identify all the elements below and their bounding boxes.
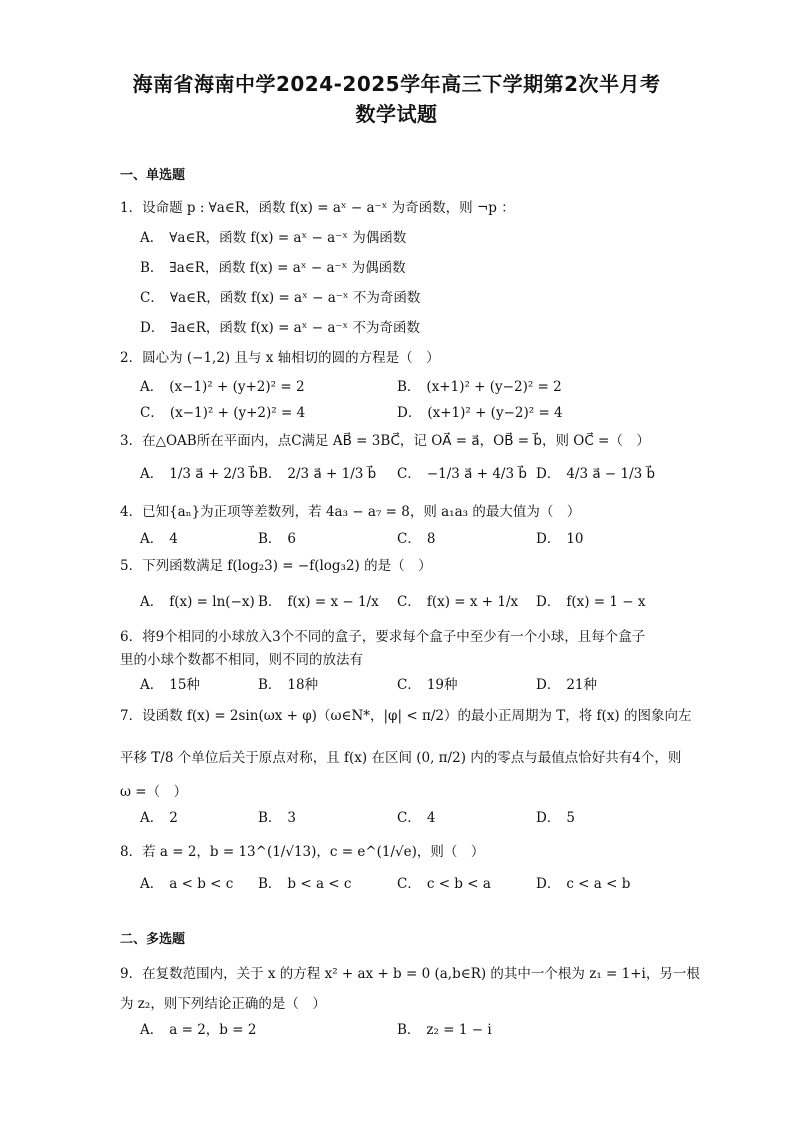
q7-stem-line1: 7．设函数 f(x) = 2sin(ωx + φ)（ω∈N*，|φ| < π/2）的最小正周期为 T，将 f(x) 的图象向左 [120,708,692,724]
q7-stem-line2: 平移 T/8 个单位后关于原点对称，且 f(x) 在区间 (0, π/2) 内的零点与最值点恰好共有4个，则 [120,750,682,766]
q9-stem-line1: 9．在复数范围内，关于 x 的方程 x² + ax + b = 0 (a,b∈R) 的其中一个根为 z₁ = 1+i，另一根 [120,966,700,982]
q1-option-b: B． ∃a∈R，函数 f(x) = aˣ − a⁻ˣ 为偶函数 [140,260,406,276]
q6-option-d: D． 21种 [536,677,598,693]
q6-stem-line2: 里的小球个数都不相同，则不同的放法有 [120,652,363,668]
q5-option-c: C． f(x) = x + 1/x [397,594,519,610]
q7-option-c: C． 4 [397,810,436,826]
q7-stem-line3: ω =（ ） [120,784,188,800]
section-multi-choice: 二、多选题 [120,932,186,947]
q7-option-a: A． 2 [140,810,178,826]
q3-option-d: D． 4/3 a⃗ − 1/3 b⃗ [536,466,656,482]
q2-option-c: C． (x−1)² + (y+2)² = 4 [140,405,306,421]
q1-option-c: C． ∀a∈R，函数 f(x) = aˣ − a⁻ˣ 不为奇函数 [140,290,421,306]
q8-option-a: A． a < b < c [140,876,234,892]
q4-stem: 4．已知{aₙ}为正项等差数列，若 4a₃ − a₇ = 8，则 a₁a₃ 的最大值为（ ） [120,504,581,520]
q5-option-d: D． f(x) = 1 − x [536,594,646,610]
q3-option-b: B． 2/3 a⃗ + 1/3 b⃗ [258,466,377,482]
q6-stem-line1: 6．将9个相同的小球放入3个不同的盒子，要求每个盒子中至少有一个小球，且每个盒子 [120,629,646,645]
q6-option-b: B． 18种 [258,677,319,693]
q9-stem-line2: 为 z₂，则下列结论正确的是（ ） [120,996,326,1012]
q9-option-b: B． z₂ = 1 − i [397,1022,492,1038]
q7-option-b: B． 3 [258,810,297,826]
exam-title-line2: 数学试题 [355,102,438,126]
q9-option-a: A． a = 2，b = 2 [140,1022,257,1038]
q8-option-b: B． b < a < c [258,876,352,892]
q1-option-d: D． ∃a∈R，函数 f(x) = aˣ − a⁻ˣ 不为奇函数 [140,320,421,336]
q4-option-c: C． 8 [397,531,436,547]
q2-option-d: D． (x+1)² + (y−2)² = 4 [397,405,563,421]
q6-option-c: C． 19种 [397,677,458,693]
q3-stem: 3．在△OAB所在平面内，点C满足 AB⃗ = 3BC⃗，记 OA⃗ = a⃗，OB⃗ = b⃗，则 OC⃗ =（ ） [120,433,650,449]
q2-option-a: A． (x−1)² + (y+2)² = 2 [140,379,305,395]
q4-option-d: D． 10 [536,531,584,547]
q8-stem: 8．若 a = 2，b = 13^(1/√13)，c = e^(1/√e)，则（ ） [120,844,485,860]
q3-option-a: A． 1/3 a⃗ + 2/3 b⃗ [140,466,259,482]
q4-option-a: A． 4 [140,531,178,547]
q1-stem: 1．设命题 p : ∀a∈R，函数 f(x) = aˣ − a⁻ˣ 为奇函数，则 ¬p ： [120,200,515,216]
q2-option-b: B． (x+1)² + (y−2)² = 2 [397,379,562,395]
q6-option-a: A． 15种 [140,677,200,693]
q1-option-a: A． ∀a∈R，函数 f(x) = aˣ − a⁻ˣ 为偶函数 [140,230,407,246]
q2-stem: 2．圆心为 (−1,2) 且与 x 轴相切的圆的方程是（ ） [120,350,440,366]
section-single-choice: 一、单选题 [120,168,186,183]
q3-option-c: C． −1/3 a⃗ + 4/3 b⃗ [397,466,527,482]
q5-option-b: B． f(x) = x − 1/x [258,594,379,610]
q4-option-b: B． 6 [258,531,297,547]
q8-option-d: D． c < a < b [536,876,631,892]
q5-option-a: A． f(x) = ln(−x) [140,594,255,610]
exam-title-line1: 海南省海南中学2024-2025学年高三下学期第2次半月考 [132,72,661,96]
q7-option-d: D． 5 [536,810,575,826]
q8-option-c: C． c < b < a [397,876,491,892]
q5-stem: 5．下列函数满足 f(log₂3) = −f(log₃2) 的是（ ） [120,558,432,574]
